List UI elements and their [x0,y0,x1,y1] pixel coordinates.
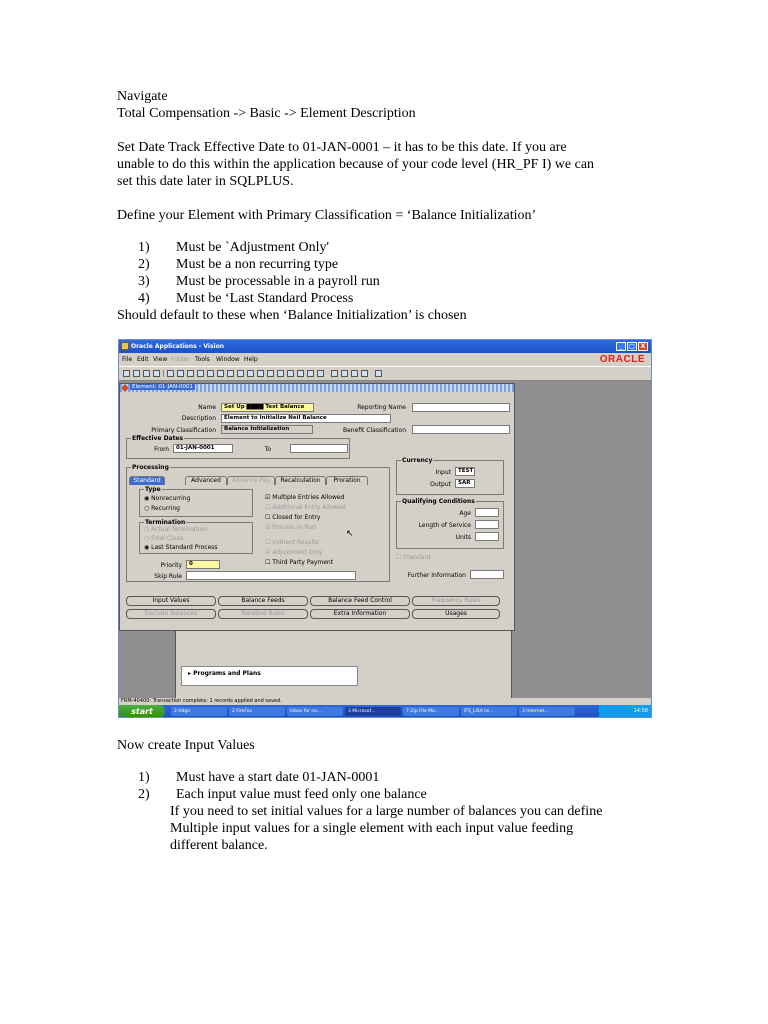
qualifying-conditions-group [396,498,504,549]
output-currency-field[interactable]: SAR [455,479,475,488]
list-item: 3) Must be processable in a payroll run [138,274,380,289]
usages-button[interactable]: Usages [412,609,500,619]
translate-icon[interactable] [207,370,214,377]
effective-dates-label: Effective Dates [132,435,184,442]
name-field[interactable]: Set Up ████ Test Balance [221,403,314,412]
now-create-heading: Now create Input Values [117,738,255,753]
length-of-service-field[interactable] [475,520,499,529]
name-label: Name [198,404,216,411]
clock: 14:58 [633,708,648,714]
delete-icon[interactable] [257,370,264,377]
cut-icon[interactable] [217,370,224,377]
check-adjustment-only[interactable]: ☑ Adjustment Only [265,549,323,556]
input-values-button[interactable]: Input Values [126,596,216,606]
list-item: 2) Each input value must feed only one balance [138,787,427,802]
list-item: 2) Must be a non recurring type [138,257,339,272]
element-window-titlebar [120,384,514,392]
define-element: Define your Element with Primary Classification = ‘Balance Initialization’ [117,208,537,223]
check-closed-for-entry[interactable]: ☐ Closed for Entry [265,514,321,521]
status-bar [119,698,651,705]
paste-icon[interactable] [237,370,244,377]
app-titlebar [119,340,651,353]
toolbar [119,366,651,381]
globe-icon[interactable] [287,370,294,377]
open-icon[interactable] [133,370,140,377]
units-field[interactable] [475,532,499,541]
toolbar-separator [163,370,164,377]
minimize-button[interactable]: _ [616,342,626,351]
processing-label: Processing [132,464,169,471]
input-currency-field[interactable]: TEST [455,467,475,476]
zoom-icon[interactable] [187,370,194,377]
menu-help[interactable]: Help [244,356,258,363]
tools-icon[interactable] [297,370,304,377]
taskbar-item[interactable]: 7-Zip File Ma... [403,707,459,716]
type-label: Type [145,486,161,493]
print-icon[interactable] [153,370,160,377]
programs-item[interactable]: ▸ Programs and Plans [188,670,261,677]
radio-nonrecurring[interactable]: ◉ Nonrecurring [144,495,191,502]
skip-rule-field[interactable] [186,571,356,580]
to-label: To [264,446,271,453]
maximize-button[interactable]: □ [627,342,637,351]
navigation-path: Total Compensation -> Basic -> Element Description [117,106,416,121]
check-process-in-run[interactable]: ☑ Process in Run [265,524,316,531]
frequency-rules-button[interactable]: Frequency Rules [412,596,500,606]
termination-label: Termination [145,519,186,526]
new-icon[interactable] [123,370,130,377]
balance-feeds-button[interactable]: Balance Feeds [218,596,308,606]
description-field[interactable]: Element to Initialize Neil Balance [221,414,391,423]
start-button[interactable]: start [119,705,165,718]
date-instruction-2: unable to do this within the application because of your code level (HR_PF I) we can [117,157,595,172]
currency-group [396,457,504,495]
attach-icon[interactable] [197,370,204,377]
menu-file[interactable]: File [122,356,133,363]
note-line-1: If you need to set initial values for a large number of balances you can define [170,804,603,819]
benefit-classification-label: Benefit Classification [342,427,406,434]
help-icon[interactable] [375,370,382,377]
description-label: Description [181,415,216,422]
flag-icon[interactable] [351,370,358,377]
length-of-service-label: Length of Service [418,522,471,529]
age-label: Age [459,510,471,517]
exclude-balances-button[interactable]: Exclude Balances [126,609,216,619]
radio-actual-termination[interactable]: ○ Actual Termination [144,526,208,533]
mouse-cursor-icon: ↖ [346,529,354,539]
element-window-title: Element: 01-JAN-0001 [132,384,194,390]
tab-standard[interactable]: Standard [129,476,165,485]
window-icon [122,385,128,391]
primary-classification-label: Primary Classification [151,427,216,434]
find-icon[interactable] [167,370,174,377]
menu-view[interactable]: View [153,356,168,363]
taskbar-item[interactable]: Inbox for ne... [287,707,343,716]
oracle-screenshot [118,339,652,718]
input-currency-label: Input [435,469,451,476]
priority-field[interactable]: 0 [186,560,220,569]
system-tray [599,705,651,718]
app-title: Oracle Applications - Vision [131,343,225,350]
skip-rule-label: Skip Rule [154,573,182,580]
primary-classification-field[interactable]: Balance Initialization [221,425,313,434]
reporting-name-label: Reporting Name [357,404,406,411]
age-field[interactable] [475,508,499,517]
app-icon [121,342,129,350]
list-item: 1) Must be `Adjustment Only' [138,240,330,255]
priority-label: Priority [160,562,182,569]
default-note: Should default to these when ‘Balance Initialization’ is chosen [117,308,467,323]
oracle-logo: ORACLE [599,354,645,365]
extra-information-button[interactable]: Extra Information [310,609,410,619]
attachments-icon[interactable] [307,370,314,377]
further-information-field[interactable] [470,570,504,579]
taskbar [119,705,651,718]
check-additional-entry[interactable]: ☐ Additional Entry Allowed [265,504,346,511]
units-label: Units [455,534,471,541]
note-line-2: Multiple input values for a single element with each input value feeding [170,821,574,836]
currency-label: Currency [402,457,433,464]
folder-icon[interactable] [277,370,284,377]
check-multiple-entries[interactable]: ☑ Multiple Entries Allowed [265,494,345,501]
radio-recurring[interactable]: ○ Recurring [144,505,180,512]
save-icon[interactable] [143,370,150,377]
date-instruction-1: Set Date Track Effective Date to 01-JAN-0001 – it has to be this date. If you are [117,140,567,155]
tab-advance-pay[interactable]: Advance Pay [227,476,275,485]
list-item: 4) Must be ‘Last Standard Process [138,291,354,306]
tab-recalculation[interactable]: Recalculation [275,476,326,485]
radio-last-standard-process[interactable]: ◉ Last Standard Process [144,544,218,551]
menu-folder[interactable]: Folder [171,356,190,363]
further-information-label: Further Information [407,572,466,579]
check-third-party-payment[interactable]: ☐ Third Party Payment [265,559,334,566]
programs-list[interactable] [181,666,358,686]
list-item: 1) Must have a start date 01-JAN-0001 [138,770,380,785]
taskbar-item[interactable]: IFS_LISA lis... [461,707,517,716]
nav-icon[interactable] [177,370,184,377]
menu-edit[interactable]: Edit [137,356,149,363]
clear-icon[interactable] [247,370,254,377]
taskbar-item[interactable]: 2 FireFox [229,707,285,716]
tab-proration[interactable]: Proration [326,476,368,485]
standard-indicator[interactable]: ☐ Standard [396,554,431,561]
qualifying-conditions-label: Qualifying Conditions [402,498,475,505]
radio-final-close[interactable]: ○ Final Close [144,535,184,542]
effective-dates-group [126,435,350,459]
tile-icon[interactable] [361,370,368,377]
termination-group [139,519,253,554]
taskbar-item[interactable]: 3 Microsof... [345,707,401,716]
date-instruction-3: set this date later in SQLPLUS. [117,174,294,189]
taskbar-item[interactable]: 2 Hdgn [171,707,227,716]
edit-icon[interactable] [267,370,274,377]
menu-bar [119,354,651,365]
to-date-field[interactable] [290,444,348,453]
close-button[interactable]: X [638,342,648,351]
copy-icon[interactable] [227,370,234,377]
navigate-heading: Navigate [117,89,168,104]
element-window [119,383,515,631]
calendar-icon[interactable] [341,370,348,377]
from-date-field[interactable]: 01-JAN-0001 [173,444,233,453]
reporting-name-field[interactable] [412,403,510,412]
balance-feed-control-button[interactable]: Balance Feed Control [310,596,410,606]
from-label: From [154,446,169,453]
status-message: FRM-40400: Transaction complete: 1 records applied and saved. [121,698,282,704]
note-line-3: different balance. [170,838,268,853]
iterative-rules-button[interactable]: Iterative Rules [218,609,308,619]
type-group [139,486,253,517]
taskbar-item[interactable]: 3 Internet... [519,707,575,716]
tab-advanced[interactable]: Advanced [185,476,227,485]
benefit-classification-field[interactable] [412,425,510,434]
window-icon[interactable] [331,370,338,377]
record-icon[interactable] [317,370,324,377]
menu-tools[interactable]: Tools [195,356,210,363]
output-currency-label: Output [430,481,451,488]
check-indirect-results[interactable]: ☐ Indirect Results [265,539,319,546]
menu-window[interactable]: Window [216,356,240,363]
